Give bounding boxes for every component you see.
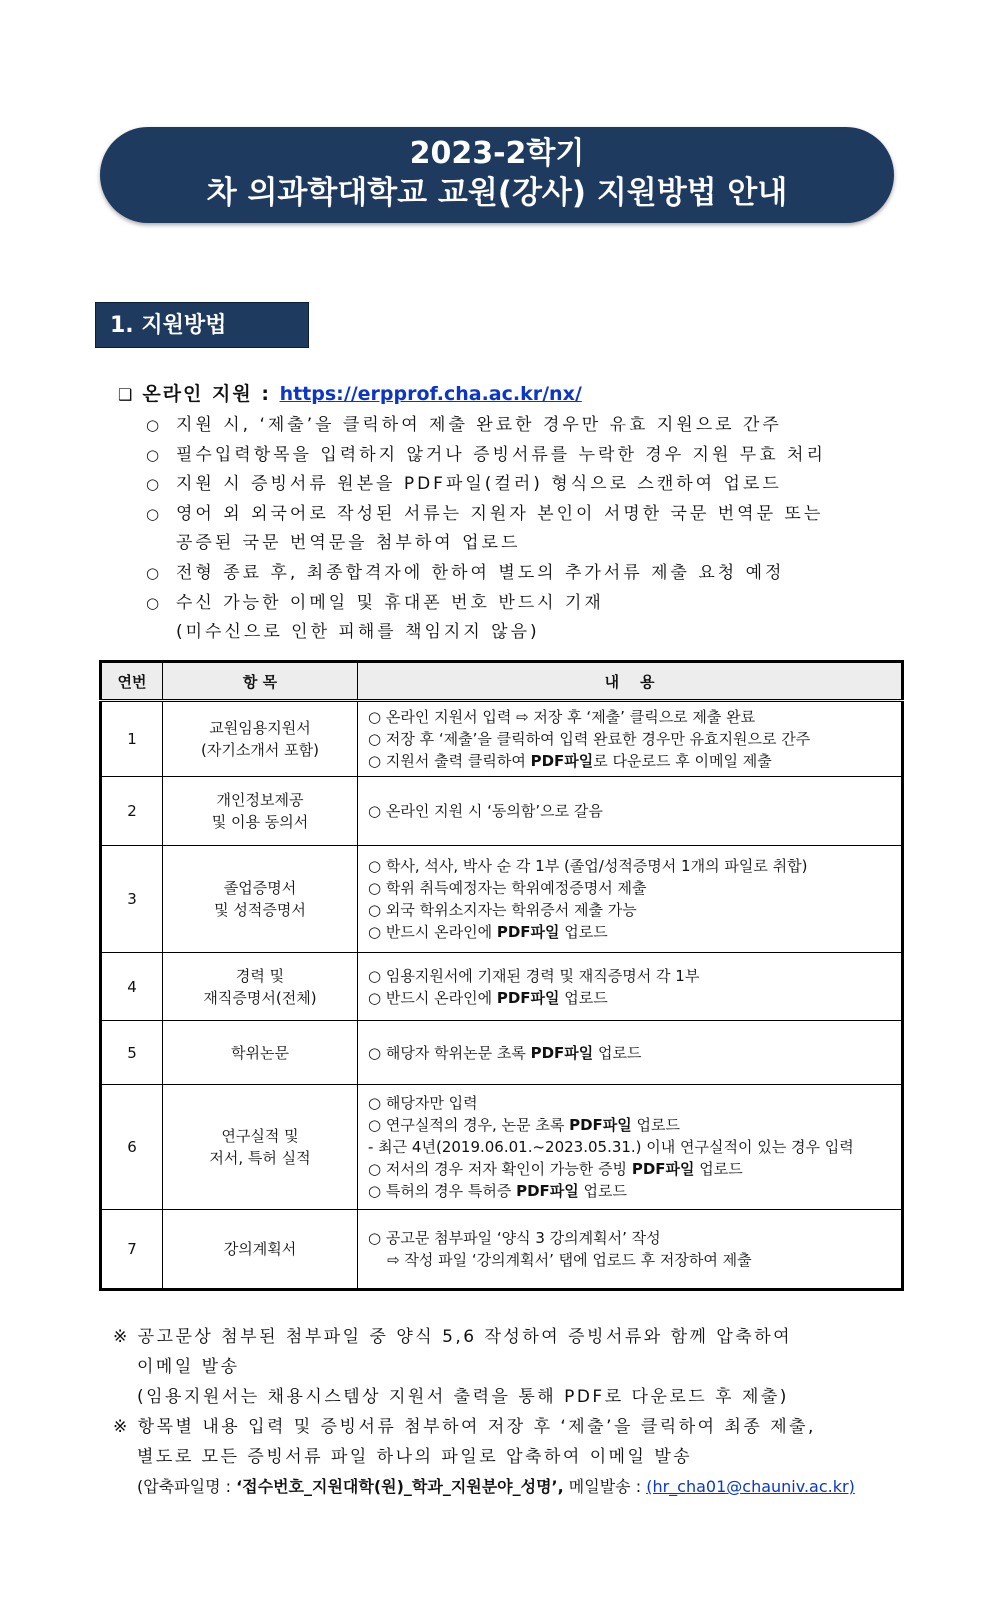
circle-bullet-icon: ○ — [146, 445, 163, 464]
row-content: ○ 임용지원서에 기재된 경력 및 재직증명서 각 1부 ○ 반드시 온라인에 PDF파일 업로드 — [358, 953, 903, 1021]
apply-url-link[interactable]: https://erpprof.cha.ac.kr/nx/ — [279, 383, 582, 405]
banner-title: 차 의과학대학교 교원(강사) 지원방법 안내 — [206, 175, 788, 211]
row-number: 3 — [101, 846, 163, 953]
row-content: ○ 학사, 석사, 박사 순 각 1부 (졸업/성적증명서 1개의 파일로 취합) ○ 학위 취득예정자는 학위예정증명서 제출 ○ 외국 학위소지자는 학위증서 제출 가능 ○ 반드시 온라인에 PDF파일 업로드 — [358, 846, 903, 953]
table-row — [101, 846, 903, 953]
row-number: 2 — [101, 777, 163, 846]
online-apply-line — [118, 379, 582, 406]
row-number: 1 — [101, 701, 163, 777]
row-content: ○ 해당자 학위논문 초록 PDF파일 업로드 — [358, 1021, 903, 1085]
row-content: ○ 온라인 지원서 입력 ⇨ 저장 후 ‘제출’ 클릭으로 제출 완료 ○ 저장 후 ‘제출’을 클릭하여 입력 완료한 경우만 유효지원으로 간주 ○ 지원서 출력 클릭하여 PDF파일로 다운로드 후 이메일 제출 — [358, 701, 903, 777]
guideline-list — [146, 411, 906, 648]
row-item: 개인정보제공 및 이용 동의서 — [163, 777, 358, 846]
email-link[interactable]: (hr_cha01@chauniv.ac.kr) — [646, 1477, 855, 1496]
row-item: 연구실적 및 저서, 특허 실적 — [163, 1085, 358, 1210]
header-content: 내 용 — [358, 662, 903, 701]
row-item: 학위논문 — [163, 1021, 358, 1085]
list-item: ○ 지원 시, ‘제출’을 클릭하여 제출 완료한 경우만 유효 지원으로 간주 — [146, 411, 906, 441]
list-item: ○ 지원 시 증빙서류 원본을 PDF파일(컬러) 형식으로 스캔하여 업로드 — [146, 470, 906, 500]
circle-bullet-icon: ○ — [146, 416, 163, 434]
online-apply-label: 온라인 지원 : — [142, 383, 271, 405]
table-row — [101, 1021, 903, 1085]
note-1-line-1: ※ 공고문상 첨부된 첨부파일 중 양식 5,6 작성하여 증빙서류와 함께 압축하여 — [113, 1327, 793, 1347]
table-header-row — [101, 662, 903, 701]
banner-semester: 2023-2학기 — [409, 136, 585, 171]
table-row — [101, 1085, 903, 1210]
list-item-continuation: (미수신으로 인한 피해를 책임지지 않음) — [176, 622, 540, 643]
archive-filename: ‘접수번호_지원대학(원)_학과_지원분야_성명’, — [236, 1477, 564, 1496]
row-number: 7 — [101, 1210, 163, 1290]
table-row — [101, 1210, 903, 1290]
list-item: ○ 수신 가능한 이메일 및 휴대폰 번호 반드시 기재 — [146, 589, 906, 619]
row-item: 졸업증명서 및 성적증명서 — [163, 846, 358, 953]
footnotes — [113, 1322, 933, 1502]
circle-bullet-icon: ○ — [146, 475, 163, 494]
table-row — [101, 701, 903, 777]
note-1-line-2: 이메일 발송 — [137, 1357, 240, 1377]
note-2-line-2: 별도로 모든 증빙서류 파일 하나의 파일로 압축하여 이메일 발송 — [137, 1447, 693, 1467]
row-number: 4 — [101, 953, 163, 1021]
row-content: ○ 공고문 첨부파일 ‘양식 3 강의계획서’ 작성 ⇨ 작성 파일 ‘강의계획서’ 탭에 업로드 후 저장하여 제출 — [358, 1210, 903, 1290]
row-item: 강의계획서 — [163, 1210, 358, 1290]
note-1-line-3: (임용지원서는 채용시스템상 지원서 출력을 통해 PDF로 다운로드 후 제출) — [137, 1387, 789, 1407]
requirements-table — [99, 660, 904, 1291]
note-2-line-1: ※ 항목별 내용 입력 및 증빙서류 첨부하여 저장 후 ‘제출’을 클릭하여 최종 제출, — [113, 1417, 816, 1437]
list-item-continuation: 공증된 국문 번역문을 첨부하여 업로드 — [176, 533, 521, 554]
title-banner — [100, 127, 894, 223]
table-row — [101, 777, 903, 846]
header-item: 항 목 — [163, 662, 358, 701]
circle-bullet-icon: ○ — [146, 593, 163, 612]
square-bullet-icon: ❑ — [118, 385, 135, 404]
list-item: ○ 필수입력항목을 입력하지 않거나 증빙서류를 누락한 경우 지원 무효 처리 — [146, 441, 906, 471]
circle-bullet-icon: ○ — [146, 504, 163, 523]
row-number: 5 — [101, 1021, 163, 1085]
section-heading: 1. 지원방법 — [95, 302, 309, 348]
row-content: ○ 온라인 지원 시 ‘동의함’으로 갈음 — [358, 777, 903, 846]
row-item: 경력 및 재직증명서(전체) — [163, 953, 358, 1021]
header-num: 연번 — [101, 662, 163, 701]
list-item: ○ 영어 외 외국어로 작성된 서류는 지원자 본인이 서명한 국문 번역문 또는 — [146, 500, 906, 530]
list-item: ○ 전형 종료 후, 최종합격자에 한하여 별도의 추가서류 제출 요청 예정 — [146, 559, 906, 589]
row-item: 교원임용지원서 (자기소개서 포함) — [163, 701, 358, 777]
circle-bullet-icon: ○ — [146, 563, 163, 582]
row-content: ○ 해당자만 입력 ○ 연구실적의 경우, 논문 초록 PDF파일 업로드 - 최근 4년(2019.06.01.~2023.05.31.) 이내 연구실적이 있는 경우 입력 ○ 저서의 경우 저자 확인이 가능한 증빙 PDF파일 업로드 ○ 특허의 경우 특허증 PDF파일 업로드 — [358, 1085, 903, 1210]
note-2-line-3: (압축파일명 : ‘접수번호_지원대학(원)_학과_지원분야_성명’, 메일발송 : (hr_cha01@chauniv.ac.kr) — [137, 1477, 855, 1496]
table-row — [101, 953, 903, 1021]
row-number: 6 — [101, 1085, 163, 1210]
